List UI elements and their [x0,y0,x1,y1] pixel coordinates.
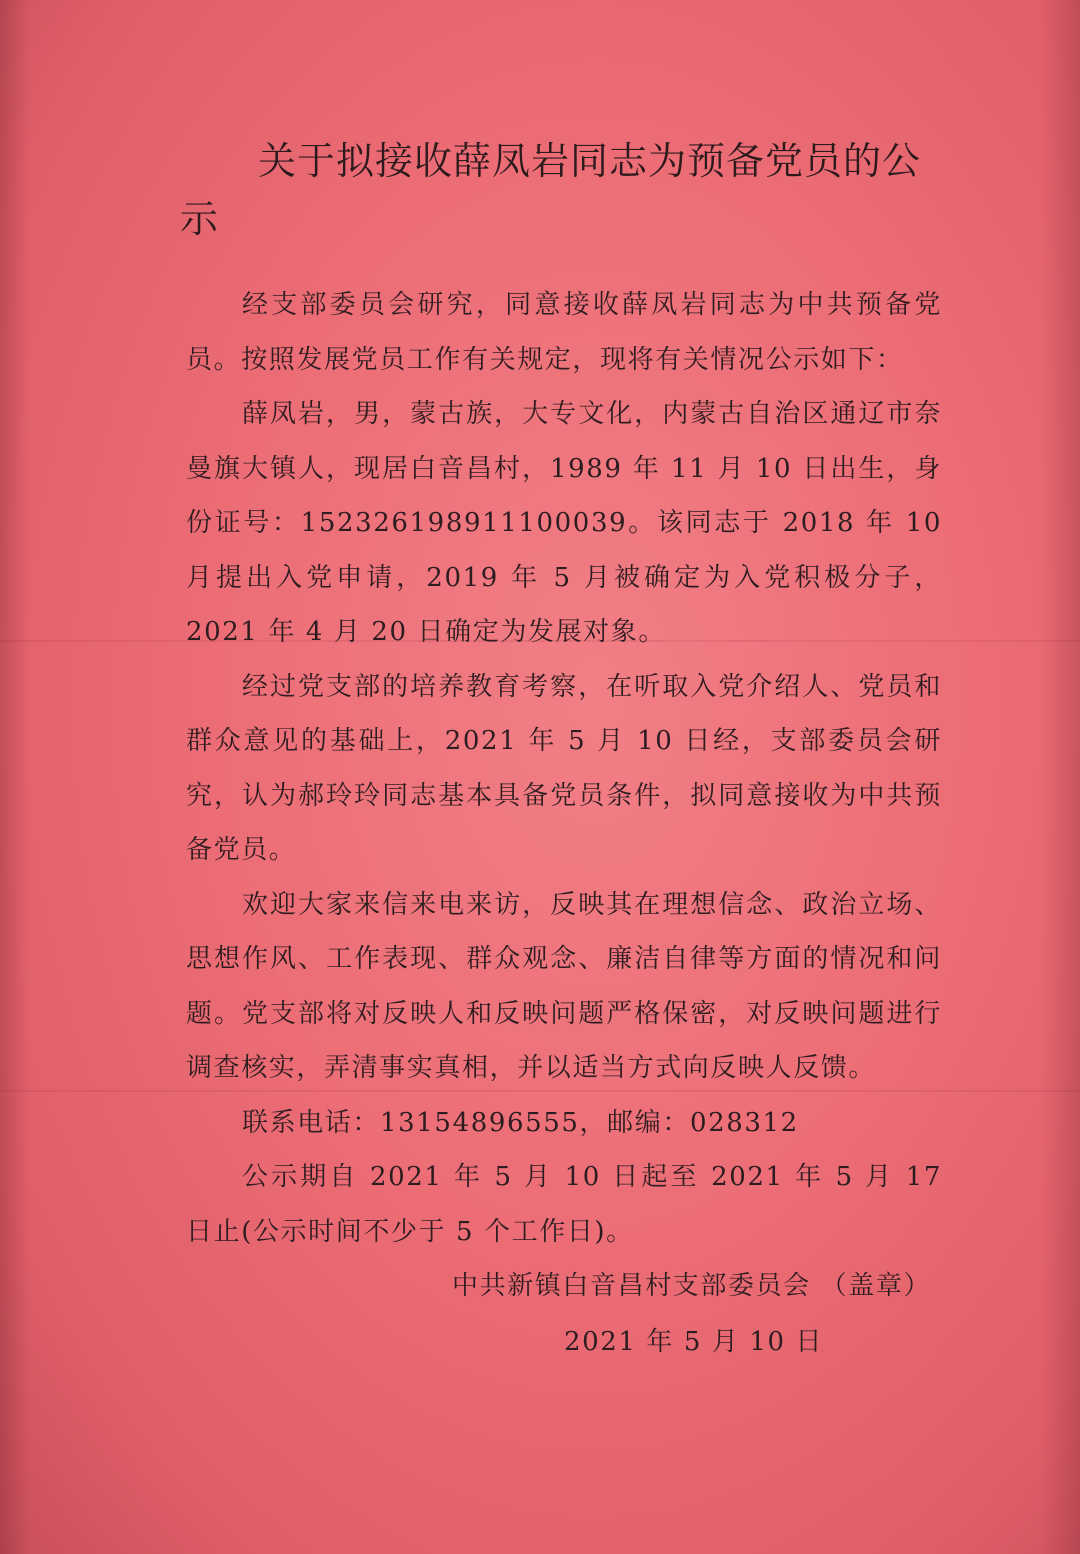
paragraph-intro: 经支部委员会研究，同意接收薛凤岩同志为中共预备党员。按照发展党员工作有关规定，现将有关情况公示如下： [186,290,942,375]
paper-edge-shadow [0,0,30,1554]
signing-organization: 中共新镇白音昌村支部委员会 （盖章） [452,1271,932,1301]
paper-edge-shadow [1040,0,1080,1554]
signature-block [440,1258,960,1370]
paragraph-contact: 联系电话：13154896555，邮编：028312 [242,1107,799,1138]
paragraph-candidate-info: 薛凤岩，男，蒙古族，大专文化，内蒙古自治区通辽市奈曼旗大镇人，现居白音昌村，1989 年 11 月 10 日出生，身份证号：152326198911100039。该同志于 2018 年 10 月提出入党申请，2019 年 5 月被确定为入党积极分子，2021 年 4 月 20 日确定为发展对象。 [186,399,942,647]
paragraph-notice-period: 公示期自 2021 年 5 月 10 日起至 2021 年 5 月 17 日止(公示时间不少于 5 个工作日)。 [186,1162,942,1247]
document-body [186,278,942,1259]
signing-date: 2021 年 5 月 10 日 [564,1327,824,1357]
paragraph-evaluation: 经过党支部的培养教育考察，在听取入党介绍人、党员和群众意见的基础上，2021 年 5 月 10 日经，支部委员会研究，认为郝玲玲同志基本具备党员条件，拟同意接收为中共预备党员。 [186,671,942,865]
paragraph-feedback-invitation: 欢迎大家来信来电来访，反映其在理想信念、政治立场、思想作风、工作表现、群众观念、廉洁自律等方面的情况和问题。党支部将对反映人和反映问题严格保密，对反映问题进行调查核实，弄清事实真相，并以适当方式向反映人反馈。 [186,889,942,1083]
document-title: 关于拟接收薛凤岩同志为预备党员的公示 [180,139,922,241]
